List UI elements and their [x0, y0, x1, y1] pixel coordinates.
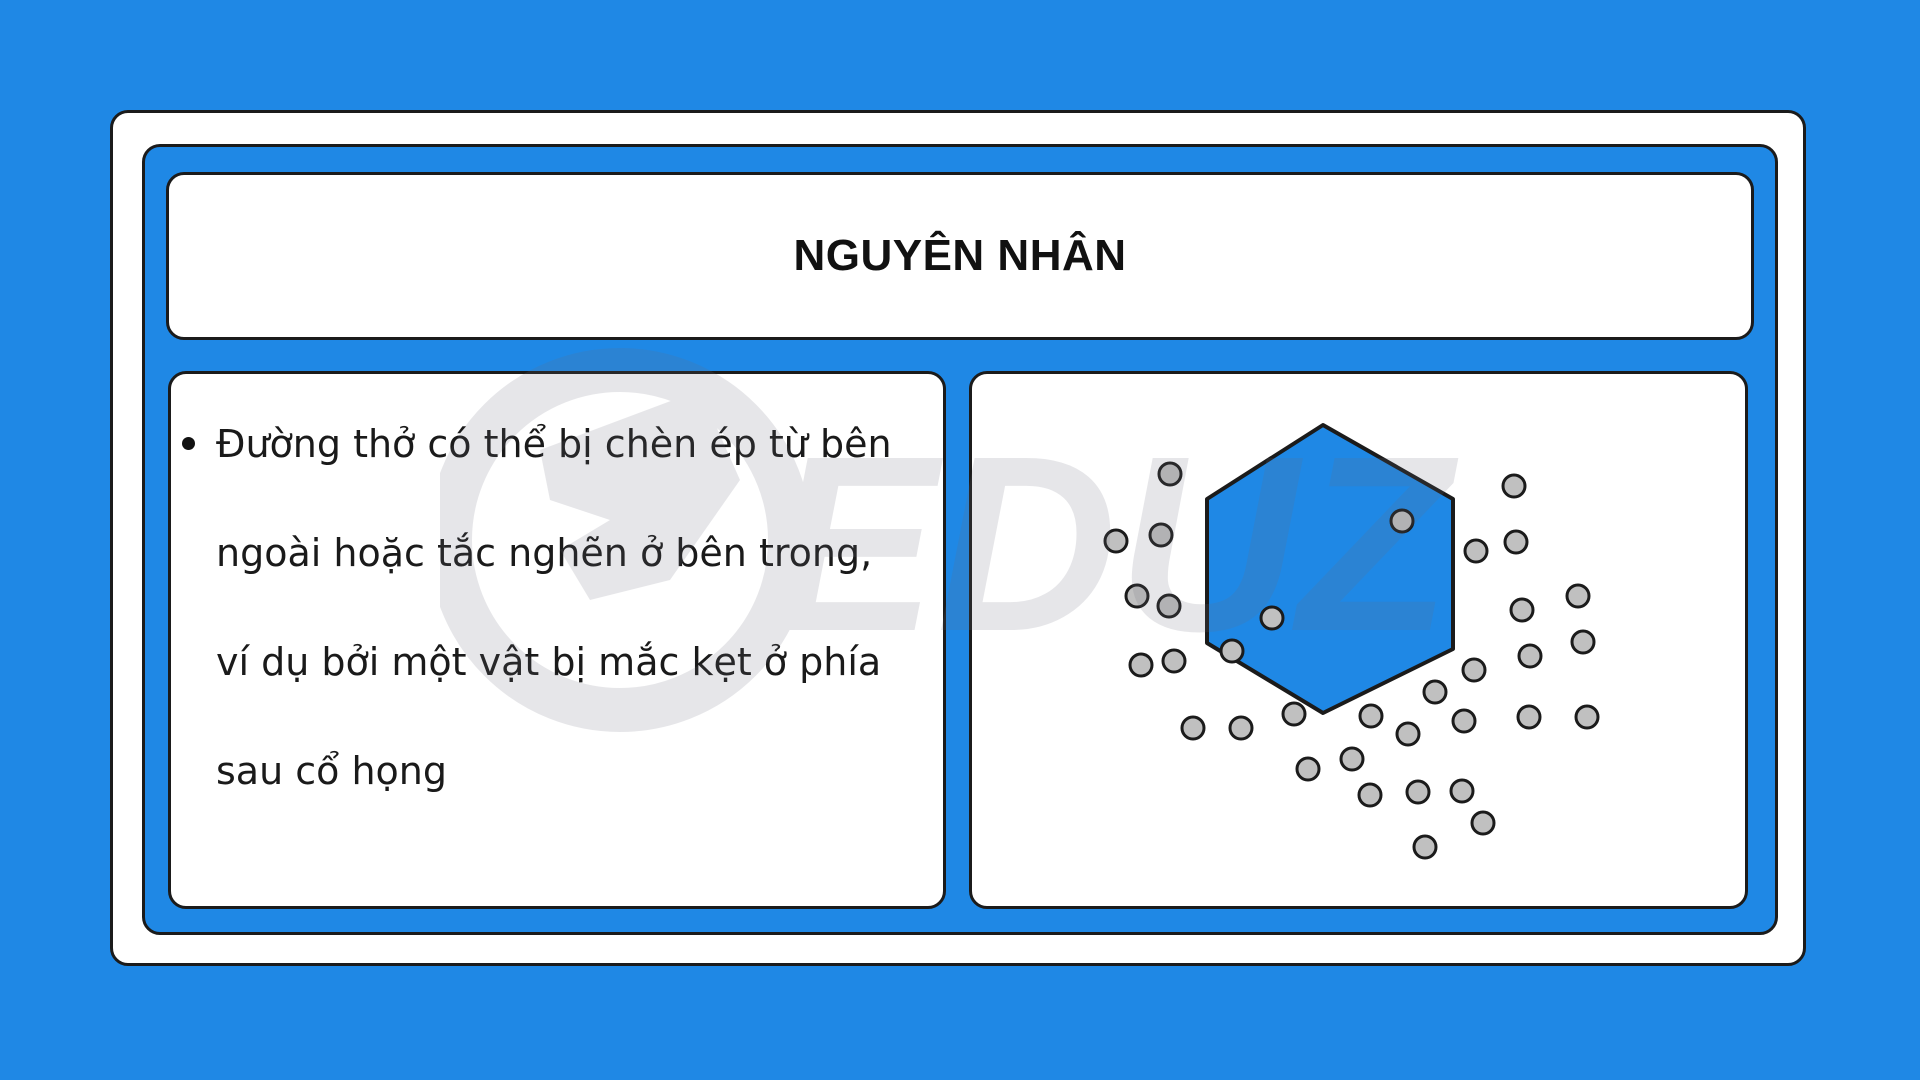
- particle-dot: [1414, 836, 1436, 858]
- particle-dot: [1341, 748, 1363, 770]
- particle-dot: [1424, 681, 1446, 703]
- particle-dot: [1463, 659, 1485, 681]
- particle-dot: [1451, 780, 1473, 802]
- particle-dot: [1397, 723, 1419, 745]
- particle-dot: [1407, 781, 1429, 803]
- particle-dot: [1182, 717, 1204, 739]
- particle-dot: [1505, 531, 1527, 553]
- particle-dot: [1472, 812, 1494, 834]
- particle-dot: [1503, 475, 1525, 497]
- particle-dot: [1297, 758, 1319, 780]
- particle-dot: [1130, 654, 1152, 676]
- particle-dot: [1163, 650, 1185, 672]
- particle-dot: [1159, 463, 1181, 485]
- bullet-item: [176, 390, 916, 826]
- particle-dot: [1567, 585, 1589, 607]
- bullet-list: [176, 400, 916, 826]
- particle-dot: [1465, 540, 1487, 562]
- title-box: [166, 172, 1754, 340]
- particle-dot: [1391, 510, 1413, 532]
- particle-dot: [1158, 595, 1180, 617]
- particle-dot: [1230, 717, 1252, 739]
- particle-dot: [1150, 524, 1172, 546]
- particle-dot: [1283, 703, 1305, 725]
- particle-dot: [1576, 706, 1598, 728]
- particle-dot: [1511, 599, 1533, 621]
- hexagon-shape: [1207, 425, 1453, 713]
- particle-dot: [1221, 640, 1243, 662]
- particle-dot: [1126, 585, 1148, 607]
- particle-dot: [1359, 784, 1381, 806]
- bullet-text: Đường thở có thể bị chèn ép từ bên ngoài hoặc tắc nghẽn ở bên trong, ví dụ bởi một vật bị mắc kẹt ở phía sau cổ họng: [216, 422, 892, 793]
- hexagon-particles-diagram: [969, 371, 1748, 909]
- particle-dot: [1453, 710, 1475, 732]
- particle-dot: [1261, 607, 1283, 629]
- bullet-dot-icon: [182, 437, 195, 450]
- particle-dot: [1518, 706, 1540, 728]
- slide-title: NGUYÊN NHÂN: [793, 231, 1127, 280]
- particle-dot: [1360, 705, 1382, 727]
- particle-dot: [1105, 530, 1127, 552]
- particle-dot: [1519, 645, 1541, 667]
- particle-dot: [1572, 631, 1594, 653]
